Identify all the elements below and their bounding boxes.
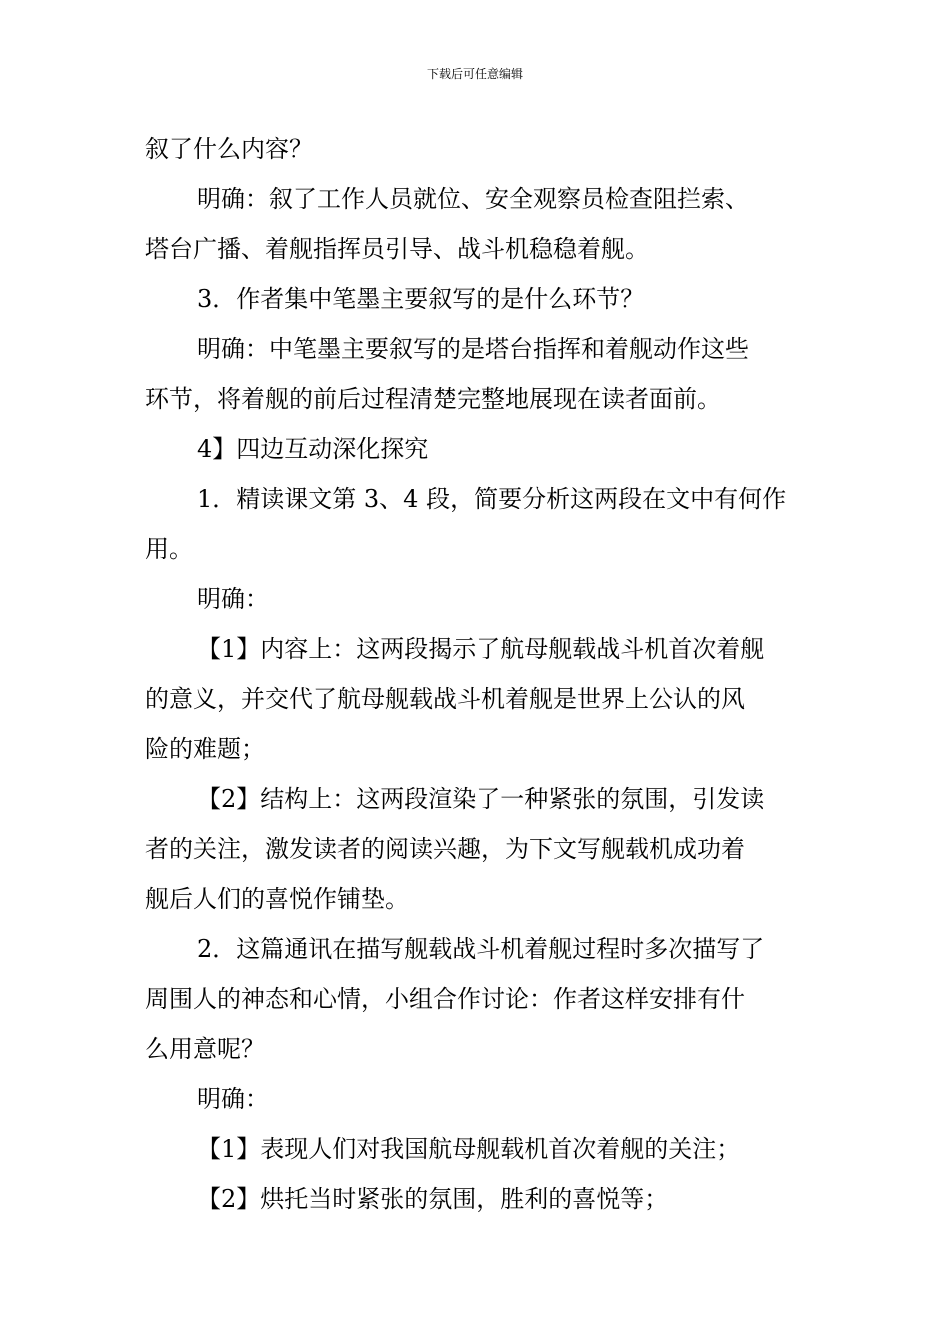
text-line: 的意义，并交代了航母舰载战斗机着舰是世界上公认的风 [145,685,745,713]
text-line: 明确：中笔墨主要叙写的是塔台指挥和着舰动作这些 [197,335,749,363]
text-line: 【2】结构上：这两段渲染了一种紧张的氛围，引发读 [197,785,765,813]
text-line: 叙了什么内容？ [145,135,313,163]
text-line: 用。 [145,535,193,563]
text-line: 【1】内容上：这两段揭示了航母舰载战斗机首次着舰 [197,635,765,663]
text-line: 2．这篇通讯在描写舰载战斗机着舰过程时多次描写了 [197,935,765,963]
text-line: 1．精读课文第 3、4 段，简要分析这两段在文中有何作 [197,485,787,513]
text-line: 周围人的神态和心情，小组合作讨论：作者这样安排有什 [145,985,745,1013]
text-line: 险的难题； [145,735,265,763]
text-line: 者的关注，激发读者的阅读兴趣，为下文写舰载机成功着 [145,835,745,863]
text-line: 明确： [197,1085,269,1113]
text-line: 3．作者集中笔墨主要叙写的是什么环节？ [197,285,645,313]
text-line: 明确：叙了工作人员就位、安全观察员检查阻拦索、 [197,185,749,213]
page-header: 下载后可任意编辑 [426,67,523,81]
text-line: 【1】表现人们对我国航母舰载机首次着舰的关注； [197,1135,741,1163]
text-line: 明确： [197,585,269,613]
text-line: 环节，将着舰的前后过程清楚完整地展现在读者面前。 [145,385,721,413]
text-line: 【2】烘托当时紧张的氛围，胜利的喜悦等； [197,1185,669,1213]
document-body [145,124,810,1224]
section-heading: 4】四边互动深化探究 [197,435,429,463]
text-line: 舰后人们的喜悦作铺垫。 [145,885,409,913]
text-line: 塔台广播、着舰指挥员引导、战斗机稳稳着舰。 [145,235,649,263]
text-line: 么用意呢？ [145,1035,265,1063]
